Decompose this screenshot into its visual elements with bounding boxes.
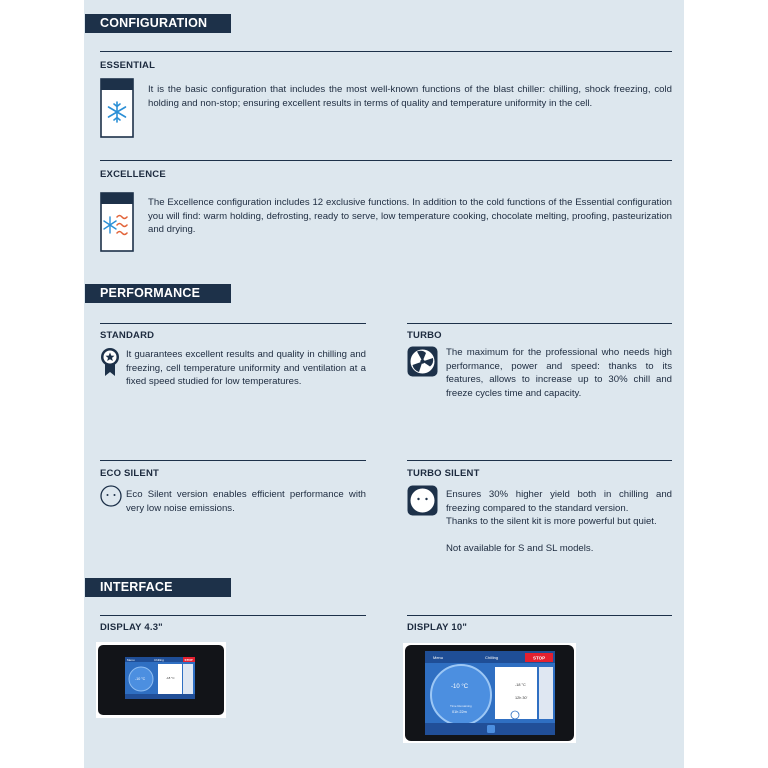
standard-text: It guarantees excellent results and quality in chilling and freezing, cell temperature uniformity and ventilation at a fixed speed studied for low temperatures. — [126, 349, 366, 387]
large-stop-label: STOP — [533, 655, 546, 661]
small-stop-label: STOP — [184, 658, 193, 662]
divider — [100, 323, 366, 324]
large-mode-label: Chilling — [485, 655, 499, 660]
small-temp-2: -18 °C — [166, 676, 175, 680]
quiet-face-icon — [100, 485, 122, 507]
display-small-heading: DISPLAY 4.3" — [100, 622, 163, 633]
divider — [100, 615, 366, 616]
divider — [407, 615, 672, 616]
divider — [407, 460, 672, 461]
small-mode-label: Chilling — [154, 658, 164, 662]
essential-cabinet-icon — [100, 78, 134, 138]
excellence-heading: EXCELLENCE — [100, 169, 166, 180]
eco-silent-heading: ECO SILENT — [100, 468, 160, 479]
large-temp: -10 °C — [451, 684, 469, 690]
turbo-silent-heading: TURBO SILENT — [407, 468, 480, 479]
excellence-text: The Excellence configuration includes 12 exclusive functions. In addition to the cold functions of the Essential configuration you will find: warm holding, defrosting, ready to serve, low temperature cooking, chocolate melting, proofing, pasteurization and drying. — [148, 197, 672, 235]
large-side-time: 12h 30' — [515, 696, 528, 700]
fan-icon — [407, 346, 438, 377]
display-large-image — [403, 643, 576, 743]
turbo-silent-text-1: Ensures 30% higher yield both in chilling and freezing compared to the standard version. — [446, 489, 672, 514]
turbo-silent-text-3: Not available for S and SL models. — [446, 543, 594, 554]
award-badge-icon — [100, 347, 120, 377]
small-menu-label: Menu — [127, 658, 135, 662]
turbo-text: The maximum for the professional who needs high performance, power and speed: thanks to its features, allows to increase up to 30% chill and freeze cycles time and capacity. — [446, 347, 672, 399]
essential-text: It is the basic configuration that includes the most well-known functions of the blast chiller: chilling, shock freezing, cold holding and non-stop; ensuring excellent results in terms of quality and temperature uniformity in the cell. — [148, 84, 672, 109]
divider — [100, 51, 672, 52]
excellence-cabinet-icon — [100, 192, 134, 252]
display-small-image — [96, 642, 226, 718]
large-cycle-time: 01h 22m — [452, 710, 467, 714]
turbo-heading: TURBO — [407, 330, 442, 341]
turbo-silent-text-2: Thanks to the silent kit is more powerful but quiet. — [446, 516, 657, 527]
essential-heading: ESSENTIAL — [100, 60, 156, 71]
divider — [407, 323, 672, 324]
divider — [100, 160, 672, 161]
section-title-performance: PERFORMANCE — [85, 284, 231, 303]
divider — [100, 460, 366, 461]
quiet-fan-icon — [407, 485, 438, 516]
small-temp: -10 °C — [135, 677, 146, 681]
standard-heading: STANDARD — [100, 330, 155, 341]
section-title-interface: INTERFACE — [85, 578, 231, 597]
large-cycle-label: Time Remaining — [450, 704, 472, 708]
section-title-configuration: CONFIGURATION — [85, 14, 231, 33]
large-side-temp: -18 °C — [515, 683, 526, 687]
large-menu-label: Menu — [433, 655, 444, 660]
display-large-heading: DISPLAY 10" — [407, 622, 468, 633]
eco-silent-text: Eco Silent version enables efficient performance with very low noise emissions. — [126, 489, 366, 514]
